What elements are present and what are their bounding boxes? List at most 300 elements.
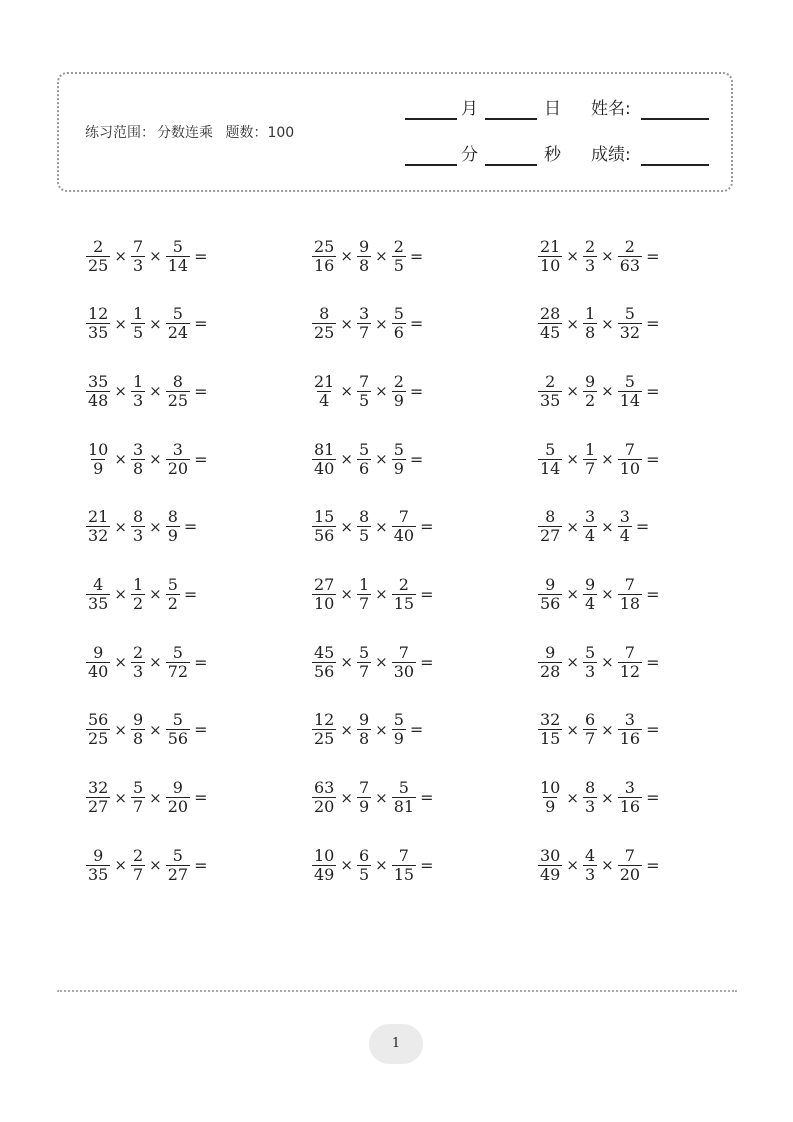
denominator: 14 xyxy=(540,458,561,478)
times-sign: × xyxy=(566,788,579,807)
numerator: 2 xyxy=(545,371,556,391)
equals-sign: = xyxy=(409,314,424,334)
fraction xyxy=(86,441,110,478)
times-sign: × xyxy=(601,585,614,604)
fraction xyxy=(312,576,336,613)
times-sign: × xyxy=(566,382,579,401)
numerator: 45 xyxy=(314,642,335,662)
numerator: 27 xyxy=(314,574,335,594)
equals-sign: = xyxy=(194,246,208,266)
fraction xyxy=(618,373,642,410)
numerator: 7 xyxy=(358,371,370,391)
fraction xyxy=(357,508,371,545)
denominator: 10 xyxy=(540,255,561,275)
problem xyxy=(86,367,207,415)
fraction xyxy=(538,441,562,478)
numerator: 9 xyxy=(584,371,596,391)
practice-scope xyxy=(85,122,294,142)
times-sign: × xyxy=(149,517,162,536)
numerator: 12 xyxy=(314,710,335,730)
numerator: 7 xyxy=(398,507,409,527)
fraction xyxy=(357,779,371,816)
times-sign: × xyxy=(340,788,353,807)
denominator: 20 xyxy=(167,797,189,816)
problem xyxy=(538,841,659,889)
denominator: 24 xyxy=(167,323,189,343)
numerator: 32 xyxy=(540,710,561,730)
denominator: 7 xyxy=(358,323,370,343)
denominator: 56 xyxy=(540,593,561,613)
fraction xyxy=(166,779,190,816)
month-label: 月 xyxy=(461,99,478,119)
times-sign: × xyxy=(340,653,353,672)
numerator: 8 xyxy=(132,507,144,527)
fraction xyxy=(538,644,562,681)
denominator: 32 xyxy=(88,526,109,546)
problem xyxy=(538,435,659,483)
name-blank[interactable] xyxy=(641,100,709,120)
denominator: 5 xyxy=(393,255,404,275)
fraction xyxy=(131,373,145,410)
equals-sign: = xyxy=(646,314,660,334)
times-sign: × xyxy=(149,382,162,401)
times-sign: × xyxy=(340,382,353,401)
day-label: 日 xyxy=(544,99,561,119)
denominator: 20 xyxy=(314,797,335,816)
times-sign: × xyxy=(566,585,579,604)
numerator: 2 xyxy=(624,236,635,256)
minute-blank[interactable] xyxy=(405,146,457,166)
denominator: 16 xyxy=(314,255,335,275)
scope-label: 练习范围： xyxy=(85,125,155,141)
denominator: 7 xyxy=(132,864,144,884)
problem-row xyxy=(86,570,726,638)
fraction xyxy=(392,779,416,816)
numerator: 6 xyxy=(358,845,370,865)
numerator: 2 xyxy=(584,236,596,256)
problem-row xyxy=(86,706,726,774)
fraction xyxy=(131,711,145,748)
numerator: 5 xyxy=(393,439,404,459)
denominator: 2 xyxy=(584,390,596,410)
numerator: 2 xyxy=(393,371,404,391)
times-sign: × xyxy=(114,247,127,265)
times-sign: × xyxy=(566,720,579,739)
fraction xyxy=(131,238,145,275)
problem xyxy=(312,503,433,551)
numerator: 8 xyxy=(167,507,178,527)
times-sign: × xyxy=(340,720,353,739)
numerator: 15 xyxy=(314,507,335,527)
footer-divider xyxy=(57,990,737,992)
date-name-row xyxy=(405,98,721,144)
fraction xyxy=(392,441,406,478)
denominator: 5 xyxy=(358,390,370,410)
fraction xyxy=(583,238,597,275)
denominator: 63 xyxy=(619,255,641,275)
denominator: 48 xyxy=(88,390,109,410)
numerator: 12 xyxy=(88,304,109,324)
numerator: 2 xyxy=(393,236,404,256)
times-sign: × xyxy=(566,517,579,536)
times-sign: × xyxy=(149,720,162,739)
fraction xyxy=(392,847,416,884)
problem-row xyxy=(86,367,726,435)
equals-sign: = xyxy=(194,381,208,401)
times-sign: × xyxy=(375,856,388,875)
numerator: 7 xyxy=(132,236,144,256)
denominator: 15 xyxy=(393,593,415,613)
scope-value: 分数连乘 xyxy=(157,125,213,141)
numerator: 5 xyxy=(584,642,596,662)
worksheet-header xyxy=(57,72,733,192)
denominator: 9 xyxy=(393,729,404,749)
times-sign: × xyxy=(566,314,579,333)
fraction xyxy=(583,508,597,545)
problem xyxy=(538,706,659,754)
problem-row xyxy=(86,435,726,503)
fraction xyxy=(166,711,190,748)
problem xyxy=(538,300,659,348)
fraction xyxy=(618,644,642,681)
denominator: 49 xyxy=(540,864,561,884)
denominator: 72 xyxy=(167,661,189,681)
numerator: 7 xyxy=(624,642,635,662)
times-sign: × xyxy=(149,450,162,469)
count-label: 题数： xyxy=(225,125,268,141)
fraction xyxy=(392,373,406,410)
equals-sign: = xyxy=(420,788,434,807)
times-sign: × xyxy=(601,517,614,536)
problem xyxy=(86,774,207,822)
equals-sign: = xyxy=(194,314,208,334)
numerator: 8 xyxy=(545,507,556,527)
fraction xyxy=(618,711,642,748)
fraction xyxy=(86,508,110,545)
fraction xyxy=(618,576,642,613)
denominator: 3 xyxy=(584,255,596,275)
fraction xyxy=(538,847,562,884)
numerator: 9 xyxy=(93,642,104,662)
numerator: 21 xyxy=(88,507,109,527)
denominator: 40 xyxy=(314,458,335,478)
numerator: 32 xyxy=(88,778,109,797)
numerator: 8 xyxy=(584,778,596,797)
numerator: 5 xyxy=(172,710,183,730)
numerator: 4 xyxy=(93,574,104,594)
numerator: 5 xyxy=(358,439,370,459)
name-label: 姓名: xyxy=(591,99,631,119)
numerator: 7 xyxy=(398,642,409,662)
problem xyxy=(312,570,433,618)
fraction xyxy=(583,711,597,748)
score-label: 成绩: xyxy=(591,145,631,165)
numerator: 5 xyxy=(393,304,404,324)
denominator: 25 xyxy=(167,390,189,410)
numerator: 3 xyxy=(358,304,370,324)
problem-row xyxy=(86,232,726,300)
numerator: 21 xyxy=(540,236,561,256)
denominator: 25 xyxy=(314,323,335,343)
numerator: 1 xyxy=(584,304,596,324)
fraction xyxy=(583,644,597,681)
denominator: 35 xyxy=(88,323,109,343)
equals-sign: = xyxy=(420,652,434,672)
denominator: 4 xyxy=(319,390,330,410)
numerator: 5 xyxy=(172,304,183,324)
times-sign: × xyxy=(375,653,388,672)
problem-row xyxy=(86,841,726,909)
times-sign: × xyxy=(601,247,614,265)
problem xyxy=(538,638,659,686)
equals-sign: = xyxy=(646,855,660,875)
times-sign: × xyxy=(375,314,388,333)
numerator: 9 xyxy=(545,642,556,662)
numerator: 5 xyxy=(398,778,409,797)
fraction xyxy=(618,441,642,478)
fraction xyxy=(86,644,110,681)
numerator: 9 xyxy=(584,574,596,594)
times-sign: × xyxy=(566,247,579,265)
fraction xyxy=(166,305,190,342)
times-sign: × xyxy=(375,450,388,469)
fraction xyxy=(618,238,642,275)
numerator: 10 xyxy=(88,439,109,459)
times-sign: × xyxy=(601,856,614,875)
denominator: 14 xyxy=(619,390,641,410)
numerator: 5 xyxy=(624,304,635,324)
denominator: 6 xyxy=(393,323,404,343)
fraction xyxy=(131,847,145,884)
fraction xyxy=(131,779,145,816)
page-number: 1 xyxy=(369,1024,423,1064)
score-blank[interactable] xyxy=(641,146,709,166)
denominator: 5 xyxy=(358,526,370,546)
fraction xyxy=(357,847,371,884)
fraction xyxy=(166,238,190,275)
denominator: 8 xyxy=(358,255,370,275)
fraction xyxy=(166,508,180,545)
fraction xyxy=(312,779,336,816)
fraction xyxy=(166,644,190,681)
fraction xyxy=(618,847,642,884)
problem xyxy=(312,638,433,686)
denominator: 56 xyxy=(167,729,189,749)
denominator: 8 xyxy=(358,729,370,749)
numerator: 1 xyxy=(584,439,596,459)
times-sign: × xyxy=(340,450,353,469)
numerator: 5 xyxy=(624,371,635,391)
denominator: 3 xyxy=(584,661,596,681)
denominator: 9 xyxy=(393,458,404,478)
day-blank[interactable] xyxy=(485,100,537,120)
fraction xyxy=(166,847,190,884)
denominator: 8 xyxy=(132,729,144,749)
fraction xyxy=(538,711,562,748)
denominator: 8 xyxy=(584,323,596,343)
fraction xyxy=(583,847,597,884)
fraction xyxy=(166,576,180,613)
times-sign: × xyxy=(114,720,127,739)
problem-row xyxy=(86,638,726,706)
fraction xyxy=(312,711,336,748)
second-blank[interactable] xyxy=(485,146,537,166)
times-sign: × xyxy=(601,788,614,807)
problem xyxy=(86,503,197,551)
fraction xyxy=(357,644,371,681)
fraction xyxy=(131,576,145,613)
times-sign: × xyxy=(601,382,614,401)
equals-sign: = xyxy=(194,652,208,672)
numerator: 5 xyxy=(545,439,556,459)
fraction xyxy=(538,779,562,816)
denominator: 56 xyxy=(314,526,335,546)
numerator: 5 xyxy=(132,778,144,797)
count-value: 100 xyxy=(267,125,295,141)
numerator: 21 xyxy=(314,371,335,391)
times-sign: × xyxy=(375,382,388,401)
times-sign: × xyxy=(340,856,353,875)
denominator: 7 xyxy=(358,593,370,613)
numerator: 8 xyxy=(358,507,370,527)
denominator: 35 xyxy=(88,864,109,884)
denominator: 15 xyxy=(393,864,415,884)
problem xyxy=(312,841,433,889)
times-sign: × xyxy=(114,585,127,604)
numerator: 3 xyxy=(619,507,630,527)
times-sign: × xyxy=(114,450,127,469)
times-sign: × xyxy=(149,653,162,672)
problem-grid xyxy=(86,232,726,909)
denominator: 9 xyxy=(358,797,370,816)
numerator: 2 xyxy=(398,574,409,594)
denominator: 3 xyxy=(132,526,144,546)
denominator: 3 xyxy=(132,390,144,410)
denominator: 5 xyxy=(358,864,370,884)
fraction xyxy=(583,779,597,816)
fraction xyxy=(86,305,110,342)
denominator: 15 xyxy=(540,729,561,749)
numerator: 7 xyxy=(624,574,635,594)
denominator: 27 xyxy=(167,864,189,884)
times-sign: × xyxy=(149,314,162,333)
equals-sign: = xyxy=(646,449,660,469)
denominator: 8 xyxy=(132,458,144,478)
equals-sign: = xyxy=(194,720,208,740)
numerator: 35 xyxy=(88,371,109,391)
numerator: 5 xyxy=(358,642,370,662)
fraction xyxy=(618,305,642,342)
fraction xyxy=(131,305,145,342)
equals-sign: = xyxy=(646,381,660,401)
denominator: 10 xyxy=(314,593,335,613)
times-sign: × xyxy=(149,247,162,265)
numerator: 9 xyxy=(358,710,370,730)
denominator: 2 xyxy=(132,593,144,613)
problem xyxy=(312,232,423,280)
problem xyxy=(86,232,207,280)
problem-row xyxy=(86,774,726,842)
numerator: 7 xyxy=(624,439,635,459)
denominator: 30 xyxy=(393,661,415,681)
problem xyxy=(312,706,423,754)
numerator: 25 xyxy=(314,236,335,256)
denominator: 32 xyxy=(619,323,641,343)
denominator: 12 xyxy=(619,661,641,681)
numerator: 3 xyxy=(132,439,144,459)
denominator: 27 xyxy=(88,797,109,816)
times-sign: × xyxy=(114,382,127,401)
denominator: 4 xyxy=(584,593,596,613)
problem xyxy=(86,706,207,754)
numerator: 56 xyxy=(88,710,109,730)
numerator: 3 xyxy=(624,778,635,797)
fraction xyxy=(392,305,406,342)
denominator: 81 xyxy=(393,797,415,816)
equals-sign: = xyxy=(646,720,660,740)
problem-row xyxy=(86,300,726,368)
numerator: 63 xyxy=(314,778,335,797)
times-sign: × xyxy=(601,450,614,469)
equals-sign: = xyxy=(646,246,660,266)
denominator: 3 xyxy=(584,864,596,884)
times-sign: × xyxy=(114,856,127,875)
denominator: 35 xyxy=(540,390,561,410)
numerator: 1 xyxy=(132,371,144,391)
equals-sign: = xyxy=(409,381,424,401)
denominator: 20 xyxy=(619,864,641,884)
times-sign: × xyxy=(340,585,353,604)
fraction xyxy=(357,441,371,478)
fraction xyxy=(538,508,562,545)
fraction xyxy=(312,508,336,545)
denominator: 6 xyxy=(358,458,370,478)
times-sign: × xyxy=(340,517,353,536)
times-sign: × xyxy=(375,517,388,536)
denominator: 4 xyxy=(619,526,630,546)
numerator: 7 xyxy=(624,845,635,865)
problem xyxy=(86,435,207,483)
denominator: 40 xyxy=(393,526,415,546)
equals-sign: = xyxy=(183,517,198,537)
problem xyxy=(312,367,423,415)
fraction xyxy=(86,779,110,816)
problem xyxy=(538,503,649,551)
numerator: 5 xyxy=(393,710,404,730)
fraction xyxy=(583,441,597,478)
denominator: 4 xyxy=(584,526,596,546)
numerator: 81 xyxy=(314,439,335,459)
fraction xyxy=(312,847,336,884)
numerator: 5 xyxy=(167,574,178,594)
fraction xyxy=(312,644,336,681)
fraction xyxy=(357,576,371,613)
equals-sign: = xyxy=(646,584,660,604)
denominator: 10 xyxy=(619,458,641,478)
month-blank[interactable] xyxy=(405,100,457,120)
numerator: 3 xyxy=(584,507,596,527)
fraction xyxy=(538,238,562,275)
equals-sign: = xyxy=(635,517,650,537)
denominator: 7 xyxy=(584,729,596,749)
fraction xyxy=(357,711,371,748)
problem xyxy=(86,841,207,889)
numerator: 9 xyxy=(545,574,556,594)
problem xyxy=(86,300,207,348)
problem xyxy=(538,774,659,822)
numerator: 30 xyxy=(540,845,561,865)
equals-sign: = xyxy=(194,788,208,807)
